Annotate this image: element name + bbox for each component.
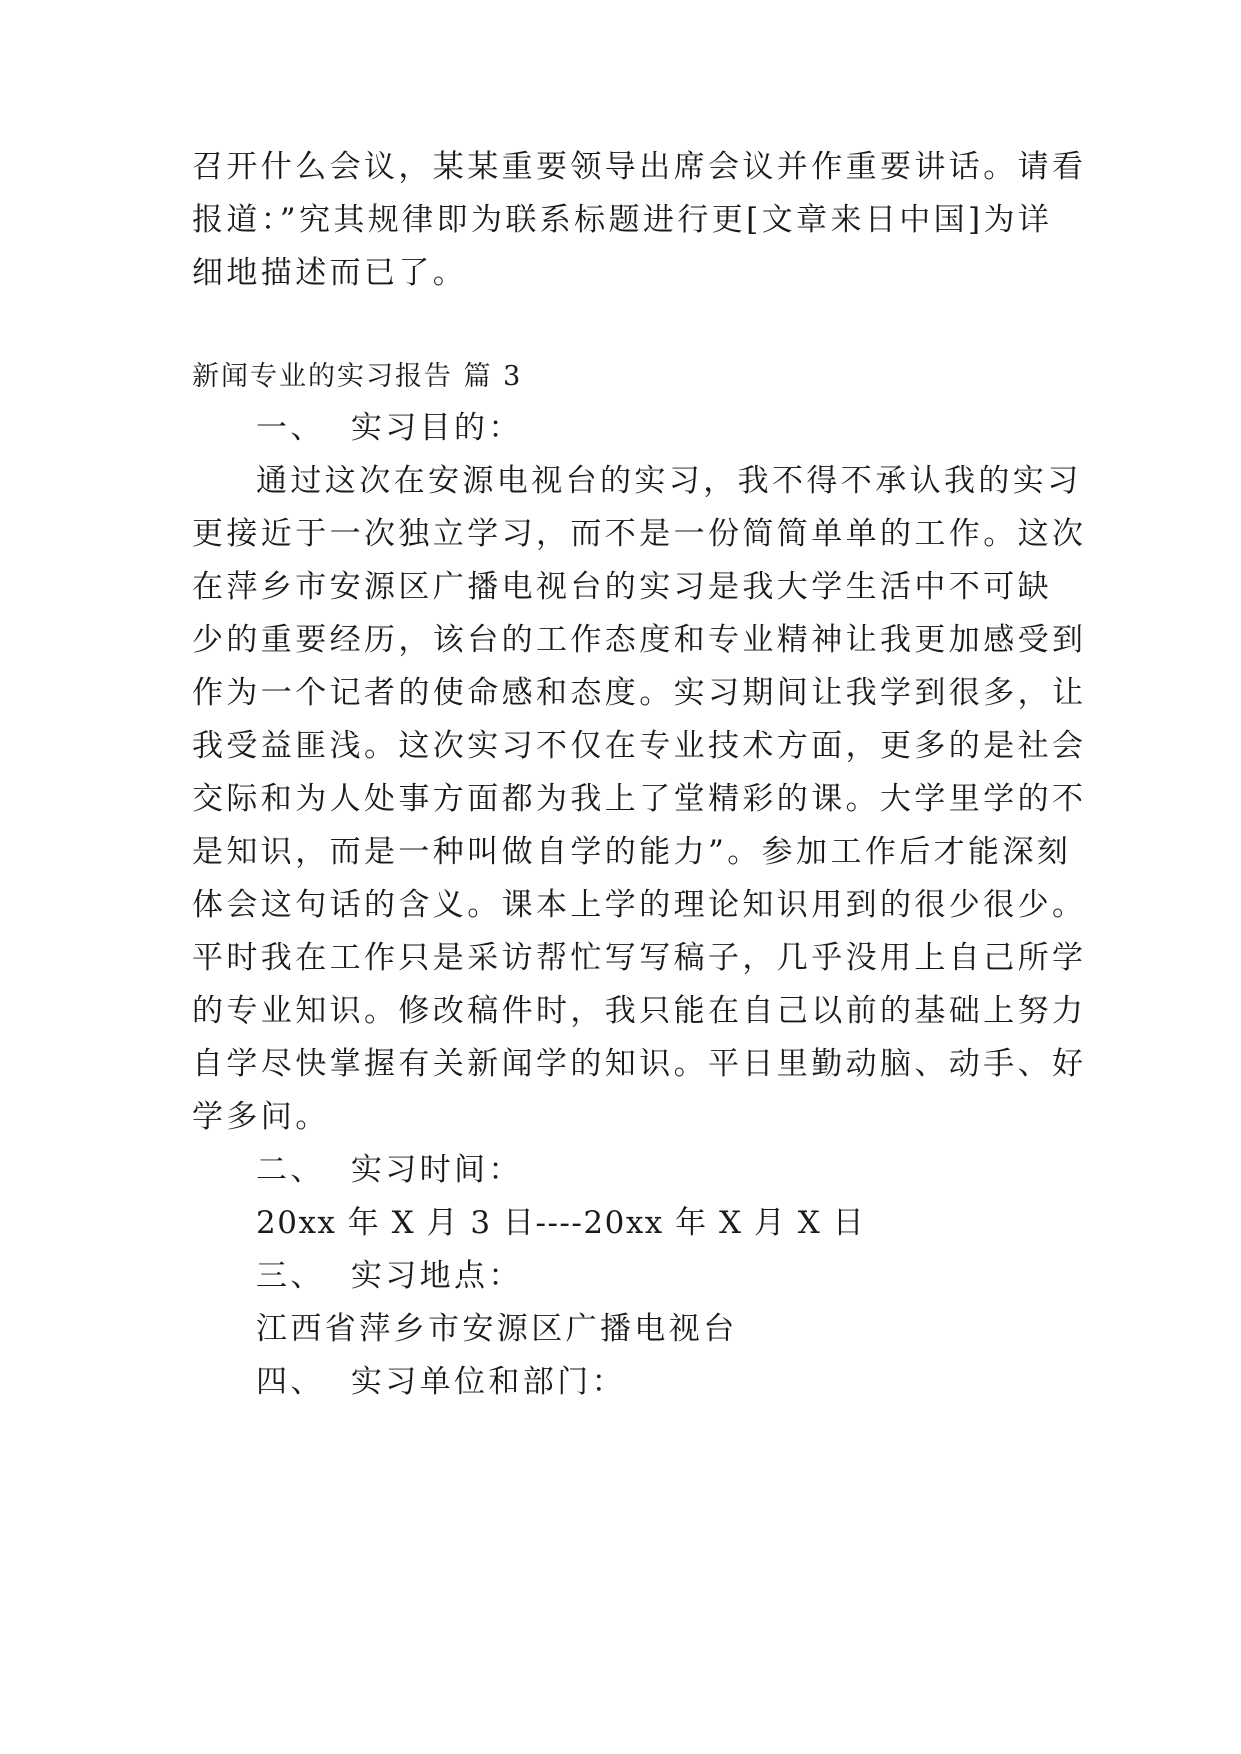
- section-heading-place: [256, 1256, 523, 1296]
- section-title: 新闻专业的实习报告 篇 3: [192, 361, 523, 392]
- section-heading-time: [256, 1150, 523, 1190]
- paragraph-line: 自学尽快掌握有关新闻学的知识。平日里勤动脑、动手、好: [192, 1046, 1087, 1082]
- paragraph-line: 更接近于一次独立学习，而不是一份简简单单的工作。这次: [192, 516, 1087, 552]
- paragraph-line: 召开什么会议，某某重要领导出席会议并作重要讲话。请看: [192, 149, 1087, 185]
- paragraph-line: 作为一个记者的使命感和态度。实习期间让我学到很多，让: [192, 675, 1087, 711]
- paragraph-line: 细地描述而已了。: [192, 255, 468, 291]
- section-heading-unit: [256, 1362, 626, 1402]
- paragraph-line: 是知识，而是一种叫做自学的能力”。参加工作后才能深刻: [192, 834, 1072, 870]
- heading-label: 实习地点：: [350, 1258, 523, 1294]
- heading-label: 实习时间：: [350, 1152, 523, 1188]
- heading-number: 四、: [256, 1364, 325, 1400]
- paragraph-line: 少的重要经历，该台的工作态度和专业精神让我更加感受到: [192, 622, 1087, 658]
- paragraph-line: 学多问。: [192, 1099, 330, 1135]
- paragraph-line: 体会这句话的含义。课本上学的理论知识用到的很少很少。: [192, 887, 1087, 923]
- internship-date-range: 20xx 年 X 月 3 日----20xx 年 X 月 X 日: [256, 1205, 866, 1241]
- paragraph-line: 平时我在工作只是采访帮忙写写稿子，几乎没用上自己所学: [192, 940, 1087, 976]
- heading-label: 实习单位和部门：: [350, 1364, 627, 1400]
- paragraph-line: 交际和为人处事方面都为我上了堂精彩的课。大学里学的不: [192, 781, 1087, 817]
- heading-label: 实习目的：: [350, 410, 523, 446]
- paragraph-line: 在萍乡市安源区广播电视台的实习是我大学生活中不可缺: [192, 569, 1052, 605]
- paragraph-line: 的专业知识。修改稿件时，我只能在自己以前的基础上努力: [192, 993, 1087, 1029]
- heading-number: 一、: [256, 410, 325, 446]
- heading-number: 二、: [256, 1152, 325, 1188]
- heading-number: 三、: [256, 1258, 325, 1294]
- internship-location: 江西省萍乡市安源区广播电视台: [256, 1311, 738, 1347]
- paragraph-line: 通过这次在安源电视台的实习，我不得不承认我的实习: [256, 463, 1082, 499]
- section-heading-purpose: [256, 408, 523, 448]
- paragraph-line: 我受益匪浅。这次实习不仅在专业技术方面，更多的是社会: [192, 728, 1087, 764]
- paragraph-line: 报道：”究其规律即为联系标题进行更[文章来日中国]为详: [192, 202, 1053, 238]
